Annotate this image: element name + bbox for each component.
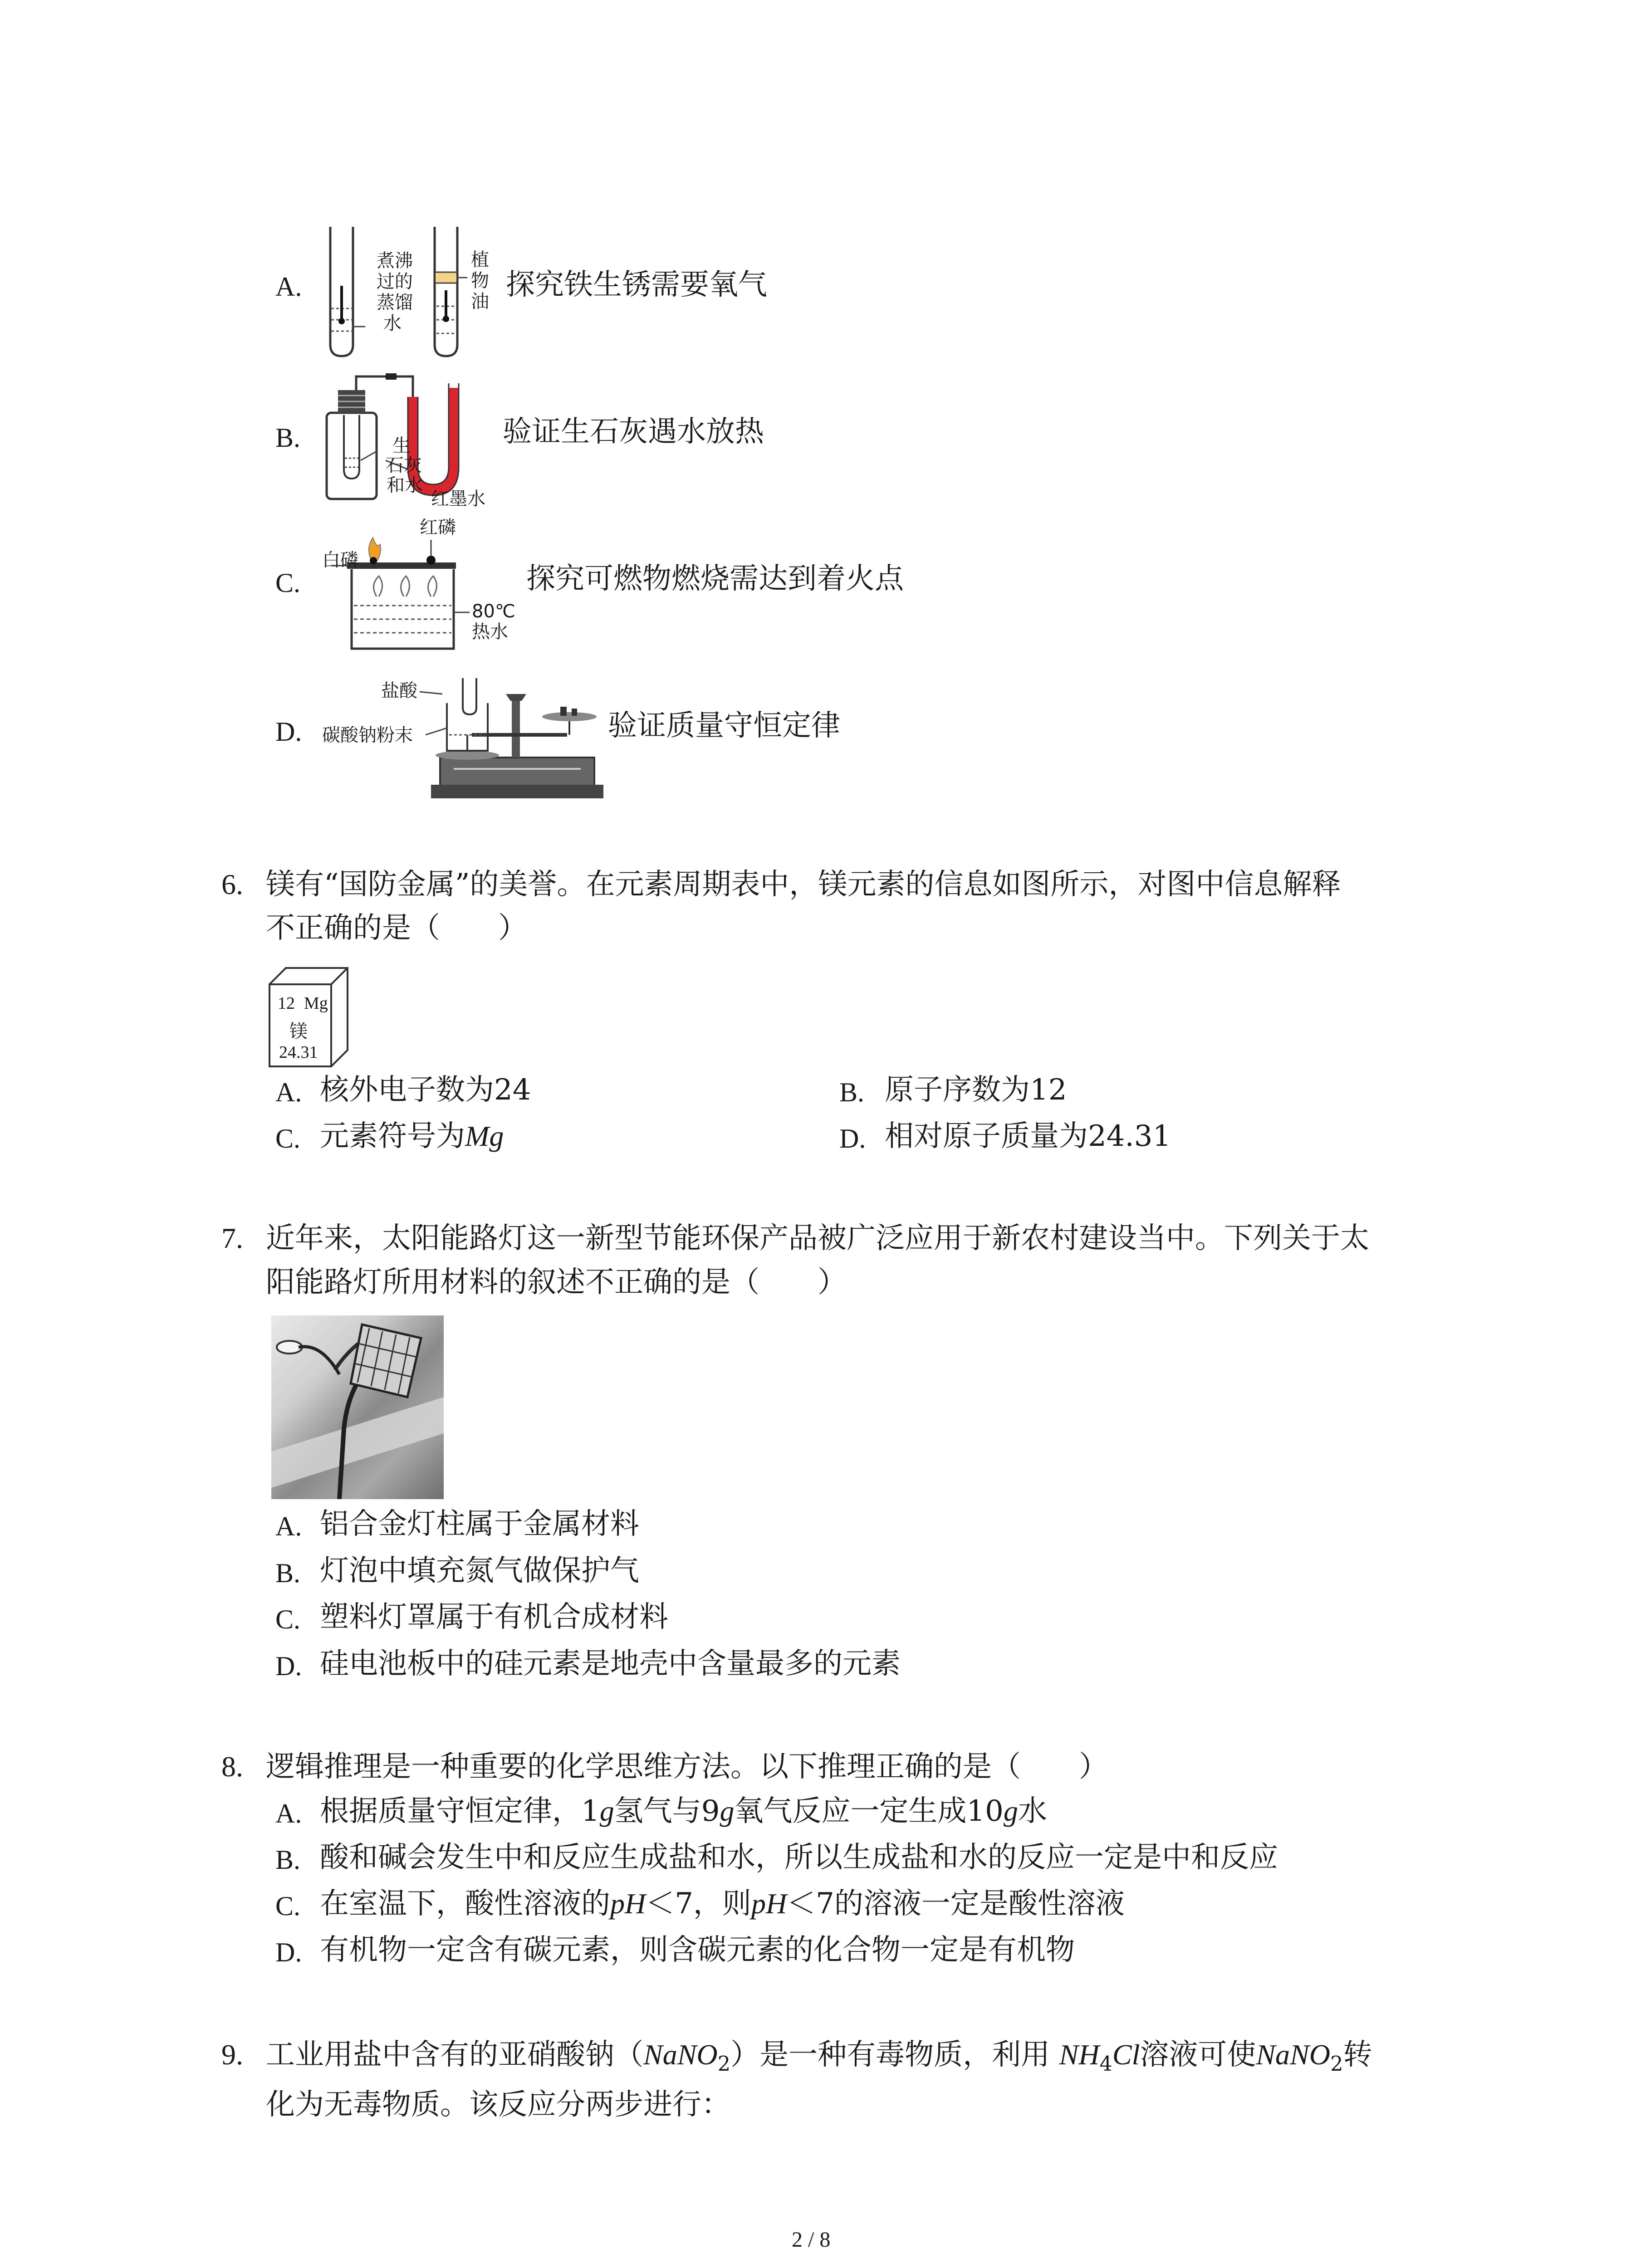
q9-number: 9.: [221, 2038, 243, 2071]
q5-d-label-2: 碳酸钠粉末: [322, 725, 413, 746]
q7-option-d-label: D.: [275, 1651, 302, 1681]
mg-mass: 24.31: [279, 1043, 318, 1062]
q5-c-label-2: 白磷: [322, 550, 358, 571]
q5-c-label-3: 80℃: [472, 601, 515, 622]
q8-option-b-label: B.: [275, 1845, 301, 1875]
q7-option-a-text: 铝合金灯柱属于金属材料: [320, 1507, 639, 1541]
q6-option-c-label: C.: [275, 1124, 301, 1154]
mg-math: Mg: [465, 1120, 504, 1152]
q7-stem-line1: 近年来，太阳能路灯这一新型节能环保产品被广泛应用于新农村建设当中。下列关于太: [266, 1222, 1369, 1255]
q7-option-b-label: B.: [275, 1558, 301, 1588]
q5-option-b-label: B.: [275, 423, 301, 453]
q5-option-a-label: A.: [275, 272, 302, 302]
q6-option-c-text: 元素符号为Mg: [320, 1119, 504, 1153]
q5-option-c-label: C.: [275, 568, 301, 598]
q5-a-label-3: 蒸馏: [377, 292, 413, 313]
q5-b-label-4: 红墨水: [431, 489, 485, 509]
q5-option-d-label: D.: [275, 717, 302, 747]
mg-atomic-number: 12: [278, 994, 295, 1013]
q5-d-label-1: 盐酸: [381, 680, 417, 701]
q5-a-figure: [318, 222, 513, 358]
q8-option-a-text: 根据质量守恒定律，1g氢气与9g氧气反应一定生成10g水: [320, 1794, 1047, 1828]
q6-option-d-label: D.: [839, 1124, 866, 1154]
q5-a-label-5: 植: [471, 249, 489, 270]
q8-option-c-label: C.: [275, 1891, 301, 1921]
q9-stem-line2: 化为无毒物质。该反应分两步进行：: [266, 2088, 730, 2121]
q5-d-figure: [322, 667, 603, 803]
q5-b-figure: [318, 370, 508, 509]
mg-symbol: Mg: [304, 994, 328, 1013]
q5-b-label-3: 和水: [387, 475, 423, 496]
q8-stem: 逻辑推理是一种重要的化学思维方法。以下推理正确的是（ ）: [266, 1750, 1108, 1784]
q5-c-label-4: 热水: [472, 621, 508, 642]
q6-stem-line2: 不正确的是（ ）: [266, 911, 527, 945]
mg-name: 镁: [289, 1021, 308, 1042]
solar-streetlight-photo: [271, 1315, 444, 1499]
q5-c-figure: [322, 508, 531, 658]
q6-number: 6.: [221, 868, 243, 900]
q7-option-c-label: C.: [275, 1604, 301, 1634]
q7-option-a-label: A.: [275, 1511, 302, 1541]
q5-a-label-7: 油: [471, 291, 489, 312]
q6-option-a-text: 核外电子数为24: [320, 1073, 531, 1107]
q8-option-d-label: D.: [275, 1937, 302, 1967]
q5-a-label-2: 过的: [377, 271, 413, 292]
q6-option-d-text: 相对原子质量为24.31: [885, 1119, 1171, 1153]
q5-a-label-4: 水: [383, 313, 402, 334]
q8-option-b-text: 酸和碱会发生中和反应生成盐和水，所以生成盐和水的反应一定是中和反应: [320, 1841, 1278, 1874]
q7-option-c-text: 塑料灯罩属于有机合成材料: [320, 1600, 668, 1634]
q6-stem-line1: 镁有“国防金属”的美誉。在元素周期表中，镁元素的信息如图所示，对图中信息解释: [266, 868, 1341, 901]
q7-stem-line2: 阳能路灯所用材料的叙述不正确的是（ ）: [266, 1266, 847, 1299]
q5-a-label-6: 物: [471, 270, 489, 291]
q6-option-b-label: B.: [839, 1077, 865, 1107]
q8-option-c-text: 在室温下，酸性溶液的pH＜7，则pH＜7的溶液一定是酸性溶液: [320, 1887, 1125, 1921]
q7-option-d-text: 硅电池板中的硅元素是地壳中含量最多的元素: [320, 1647, 901, 1681]
q5-b-label-2: 石灰: [386, 455, 422, 476]
q5-b-label-1: 生: [392, 435, 411, 456]
q5-option-b-text: 验证生石灰遇水放热: [503, 415, 764, 449]
q5-option-a-text: 探究铁生锈需要氧气: [506, 268, 767, 302]
q5-option-c-text: 探究可燃物燃烧需达到着火点: [526, 562, 904, 596]
q6-option-b-text: 原子序数为12: [885, 1073, 1067, 1107]
q5-a-label-1: 煮沸: [377, 250, 413, 271]
q7-number: 7.: [221, 1222, 243, 1254]
q9-stem-line1: 工业用盐中含有的亚硝酸钠（NaNO$_2$）是一种有毒物质，利用 $NH_4Cl$溶液可使NaNO$_2$转: [266, 2038, 1372, 2076]
q8-option-d-text: 有机物一定含有碳元素，则含碳元素的化合物一定是有机物: [320, 1933, 1075, 1967]
mg-element-card: [268, 966, 349, 1068]
q8-number: 8.: [221, 1750, 243, 1783]
q5-option-d-text: 验证质量守恒定律: [608, 709, 840, 743]
q5-c-label-1: 红磷: [420, 517, 456, 538]
q8-option-a-label: A.: [275, 1799, 302, 1828]
page-number: 2 / 8: [792, 2228, 831, 2252]
q6-option-a-label: A.: [275, 1077, 302, 1107]
q7-option-b-text: 灯泡中填充氮气做保护气: [320, 1554, 639, 1588]
